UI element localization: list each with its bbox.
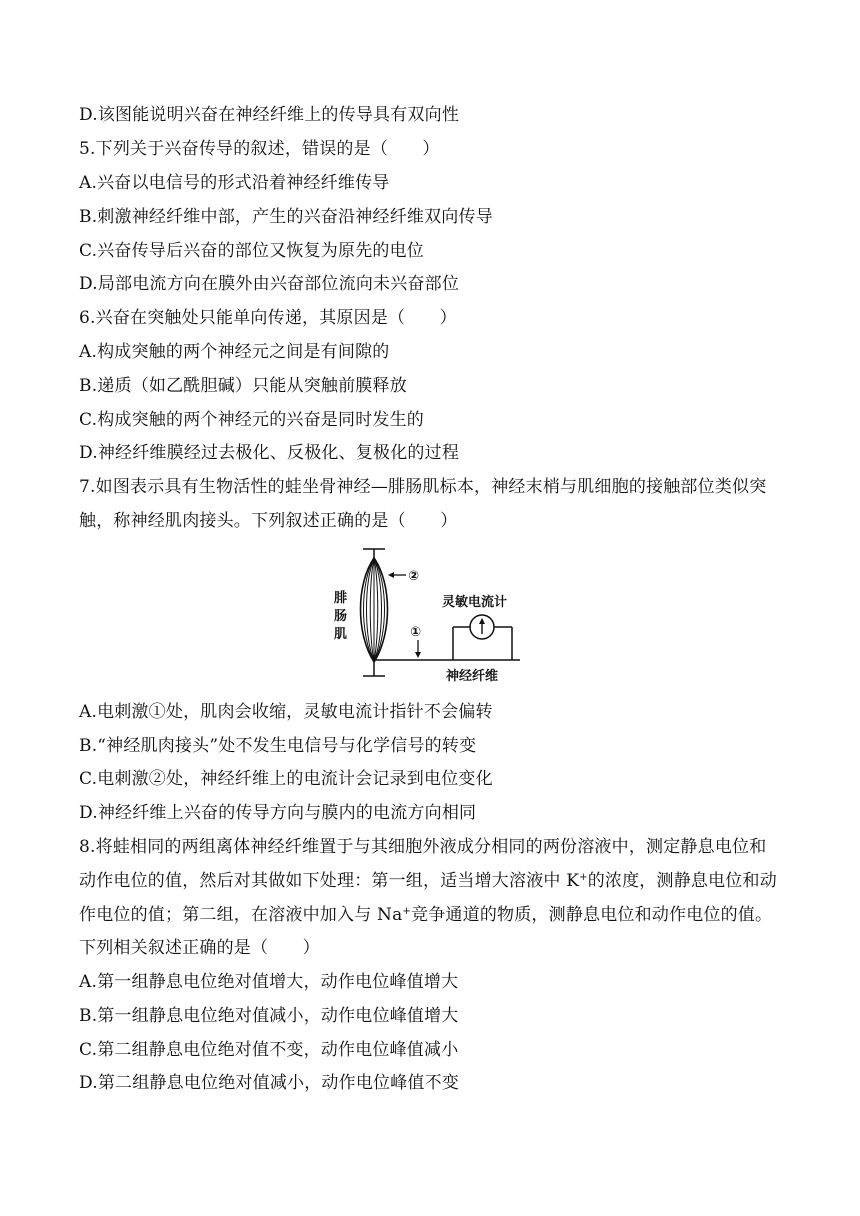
q5-option-c: C.兴奋传导后兴奋的部位又恢复为原先的电位 <box>79 241 425 261</box>
q7-option-b: B.“神经肌肉接头”处不发生电信号与化学信号的转变 <box>79 736 477 756</box>
muscle-label-char3: 肌 <box>334 627 348 642</box>
nerve-muscle-figure <box>330 544 530 689</box>
q8-option-c: C.第二组静息电位绝对值不变，动作电位峰值减小 <box>79 1040 459 1060</box>
q6-stem: 6.兴奋在突触处只能单向传递，其原因是（ ） <box>79 308 457 328</box>
marker-1-label: ① <box>410 625 422 640</box>
q8-stem-line3: 作电位的值；第二组，在溶液中加入与 Na+竞争通道的物质，测静息电位和动作电位的值。 <box>79 905 773 925</box>
q5-option-b: B.刺激神经纤维中部，产生的兴奋沿神经纤维双向传导 <box>79 207 493 227</box>
muscle-label-char1: 腓 <box>334 591 348 606</box>
q8-stem-line2: 动作电位的值，然后对其做如下处理：第一组，适当增大溶液中 K+的浓度，测静息电位和动 <box>79 871 777 891</box>
muscle-label-char2: 肠 <box>334 609 348 624</box>
q7-option-d: D.神经纤维上兴奋的传导方向与膜内的电流方向相同 <box>79 803 477 823</box>
q7-option-a: A.电刺激①处，肌肉会收缩，灵敏电流计指针不会偏转 <box>79 702 493 722</box>
galvanometer-label: 灵敏电流计 <box>442 595 508 610</box>
marker-2-label: ② <box>408 569 420 584</box>
q7-stem-line2: 触，称神经肌肉接头。下列叙述正确的是（ ） <box>79 511 458 531</box>
q6-option-c: C.构成突触的两个神经元的兴奋是同时发生的 <box>79 410 425 430</box>
q7-option-c: C.电刺激②处，神经纤维上的电流计会记录到电位变化 <box>79 769 493 789</box>
q5-stem: 5.下列关于兴奋传导的叙述，错误的是（ ） <box>79 139 440 159</box>
q5-option-a: A.兴奋以电信号的形式沿着神经纤维传导 <box>79 173 390 193</box>
q8-option-a: A.第一组静息电位绝对值增大，动作电位峰值增大 <box>79 972 459 992</box>
q6-option-a: A.构成突触的两个神经元之间是有间隙的 <box>79 342 390 362</box>
q8-stem-line4: 下列相关叙述正确的是（ ） <box>79 938 320 958</box>
q5-option-d: D.局部电流方向在膜外由兴奋部位流向未兴奋部位 <box>79 274 460 294</box>
nerve-fiber-label: 神经纤维 <box>446 669 499 684</box>
q8-option-d: D.第二组静息电位绝对值减小，动作电位峰值不变 <box>79 1073 460 1093</box>
q6-option-b: B.递质（如乙酰胆碱）只能从突触前膜释放 <box>79 376 407 396</box>
q6-option-d: D.神经纤维膜经过去极化、反极化、复极化的过程 <box>79 443 460 463</box>
q7-stem-line1: 7.如图表示具有生物活性的蛙坐骨神经—腓肠肌标本，神经末梢与肌细胞的接触部位类似突 <box>79 477 767 497</box>
q8-stem-line1: 8.将蛙相同的两组离体神经纤维置于与其细胞外液成分相同的两份溶液中，测定静息电位和 <box>79 837 767 857</box>
q4-option-d: D.该图能说明兴奋在神经纤维上的传导具有双向性 <box>79 105 460 125</box>
q8-option-b: B.第一组静息电位绝对值减小，动作电位峰值增大 <box>79 1006 459 1026</box>
